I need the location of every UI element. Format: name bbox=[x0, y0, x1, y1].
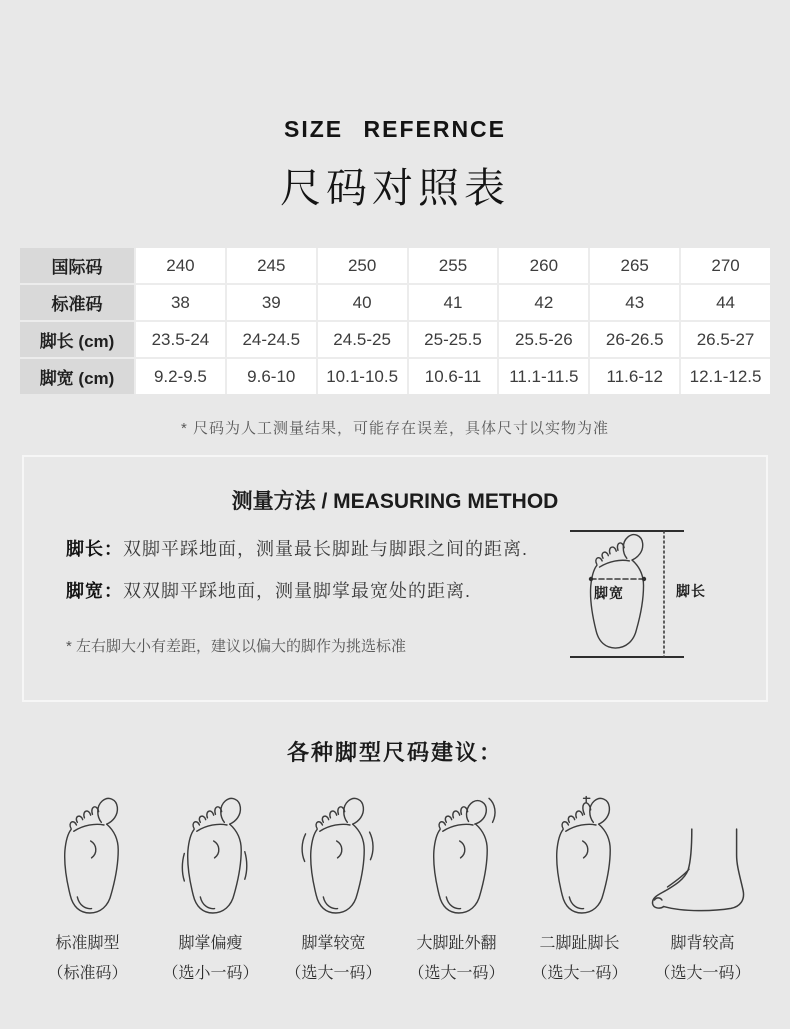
table-header-cell: 脚长 (cm) bbox=[20, 322, 134, 357]
foot-type-item bbox=[26, 788, 149, 983]
foot-type-name: 脚掌偏瘦 bbox=[178, 935, 243, 952]
foot-type-advice: （选大一码） bbox=[285, 965, 382, 982]
foot-width-desc: 双双脚平踩地面，测量脚掌最宽处的距离. bbox=[123, 581, 471, 601]
foot-high-instep-icon bbox=[647, 824, 759, 920]
foot-type-advice: （选大一码） bbox=[654, 965, 751, 982]
table-cell: 24-24.5 bbox=[227, 322, 316, 357]
table-cell: 26-26.5 bbox=[590, 322, 679, 357]
table-header-cell: 国际码 bbox=[20, 248, 134, 283]
foot-type-advice: （选大一码） bbox=[531, 965, 628, 982]
table-note: * 尺码为人工测量结果，可能存在误差，具体尺寸以实物为准 bbox=[180, 420, 609, 437]
table-cell: 42 bbox=[499, 285, 588, 320]
foot-length-term: 脚长： bbox=[66, 539, 123, 559]
table-cell: 265 bbox=[590, 248, 679, 283]
table-cell: 10.1-10.5 bbox=[318, 359, 407, 394]
foot-length-desc: 双脚平踩地面，测量最长脚趾与脚跟之间的距离. bbox=[123, 539, 528, 559]
size-chart-title: 尺码对照表 bbox=[280, 165, 510, 211]
table-cell: 26.5-27 bbox=[681, 322, 770, 357]
table-cell: 38 bbox=[136, 285, 225, 320]
table-cell: 43 bbox=[590, 285, 679, 320]
table-cell: 240 bbox=[136, 248, 225, 283]
size-table bbox=[20, 248, 770, 394]
table-cell: 25-25.5 bbox=[409, 322, 498, 357]
table-cell: 40 bbox=[318, 285, 407, 320]
measuring-note: * 左右脚大小有差距，建议以偏大的脚作为挑选标准 bbox=[66, 638, 407, 655]
measuring-method-title: 测量方法 / MEASURING METHOD bbox=[231, 490, 559, 513]
foot-narrow-icon bbox=[171, 794, 251, 920]
foot-type-name: 标准脚型 bbox=[55, 935, 120, 952]
foot-type-item bbox=[395, 788, 518, 983]
table-cell: 11.6-12 bbox=[590, 359, 679, 394]
table-cell: 255 bbox=[409, 248, 498, 283]
table-header-cell: 脚宽 (cm) bbox=[20, 359, 134, 394]
size-reference-title: SIZE REFERNCE bbox=[283, 116, 507, 142]
table-cell: 9.6-10 bbox=[227, 359, 316, 394]
foot-long-second-toe-icon bbox=[540, 794, 620, 920]
table-cell: 270 bbox=[681, 248, 770, 283]
foot-width-term: 脚宽： bbox=[66, 581, 123, 601]
foot-width-instruction bbox=[66, 577, 471, 603]
table-header-cell: 标准码 bbox=[20, 285, 134, 320]
foot-type-item bbox=[272, 788, 395, 983]
table-cell: 11.1-11.5 bbox=[499, 359, 588, 394]
foot-type-item bbox=[518, 788, 641, 983]
foot-wide-icon bbox=[294, 794, 374, 920]
foot-type-name: 脚背较高 bbox=[670, 935, 735, 952]
table-cell: 260 bbox=[499, 248, 588, 283]
table-cell: 24.5-25 bbox=[318, 322, 407, 357]
foot-length-instruction bbox=[66, 535, 528, 561]
foot-type-advice: （标准码） bbox=[47, 965, 128, 982]
foot-standard-icon bbox=[48, 794, 128, 920]
foot-type-name: 二脚趾脚长 bbox=[539, 935, 620, 952]
foot-type-advice: （选大一码） bbox=[408, 965, 505, 982]
foot-types-row bbox=[26, 788, 764, 983]
foot-valgus-icon bbox=[417, 794, 497, 920]
diagram-width-label: 脚宽 bbox=[594, 585, 624, 601]
foot-types-title: 各种脚型尺码建议： bbox=[286, 740, 503, 765]
measuring-method-box bbox=[22, 455, 768, 702]
measuring-foot-diagram bbox=[560, 521, 720, 665]
table-cell: 10.6-11 bbox=[409, 359, 498, 394]
table-cell: 23.5-24 bbox=[136, 322, 225, 357]
table-cell: 12.1-12.5 bbox=[681, 359, 770, 394]
table-cell: 9.2-9.5 bbox=[136, 359, 225, 394]
table-cell: 25.5-26 bbox=[499, 322, 588, 357]
table-cell: 245 bbox=[227, 248, 316, 283]
table-cell: 39 bbox=[227, 285, 316, 320]
foot-type-item bbox=[149, 788, 272, 983]
foot-type-name: 大脚趾外翻 bbox=[416, 935, 497, 952]
diagram-length-label: 脚长 bbox=[676, 583, 706, 599]
foot-type-advice: （选小一码） bbox=[162, 965, 259, 982]
table-cell: 44 bbox=[681, 285, 770, 320]
foot-type-name: 脚掌较宽 bbox=[301, 935, 366, 952]
foot-type-item bbox=[641, 788, 764, 983]
table-cell: 41 bbox=[409, 285, 498, 320]
table-cell: 250 bbox=[318, 248, 407, 283]
